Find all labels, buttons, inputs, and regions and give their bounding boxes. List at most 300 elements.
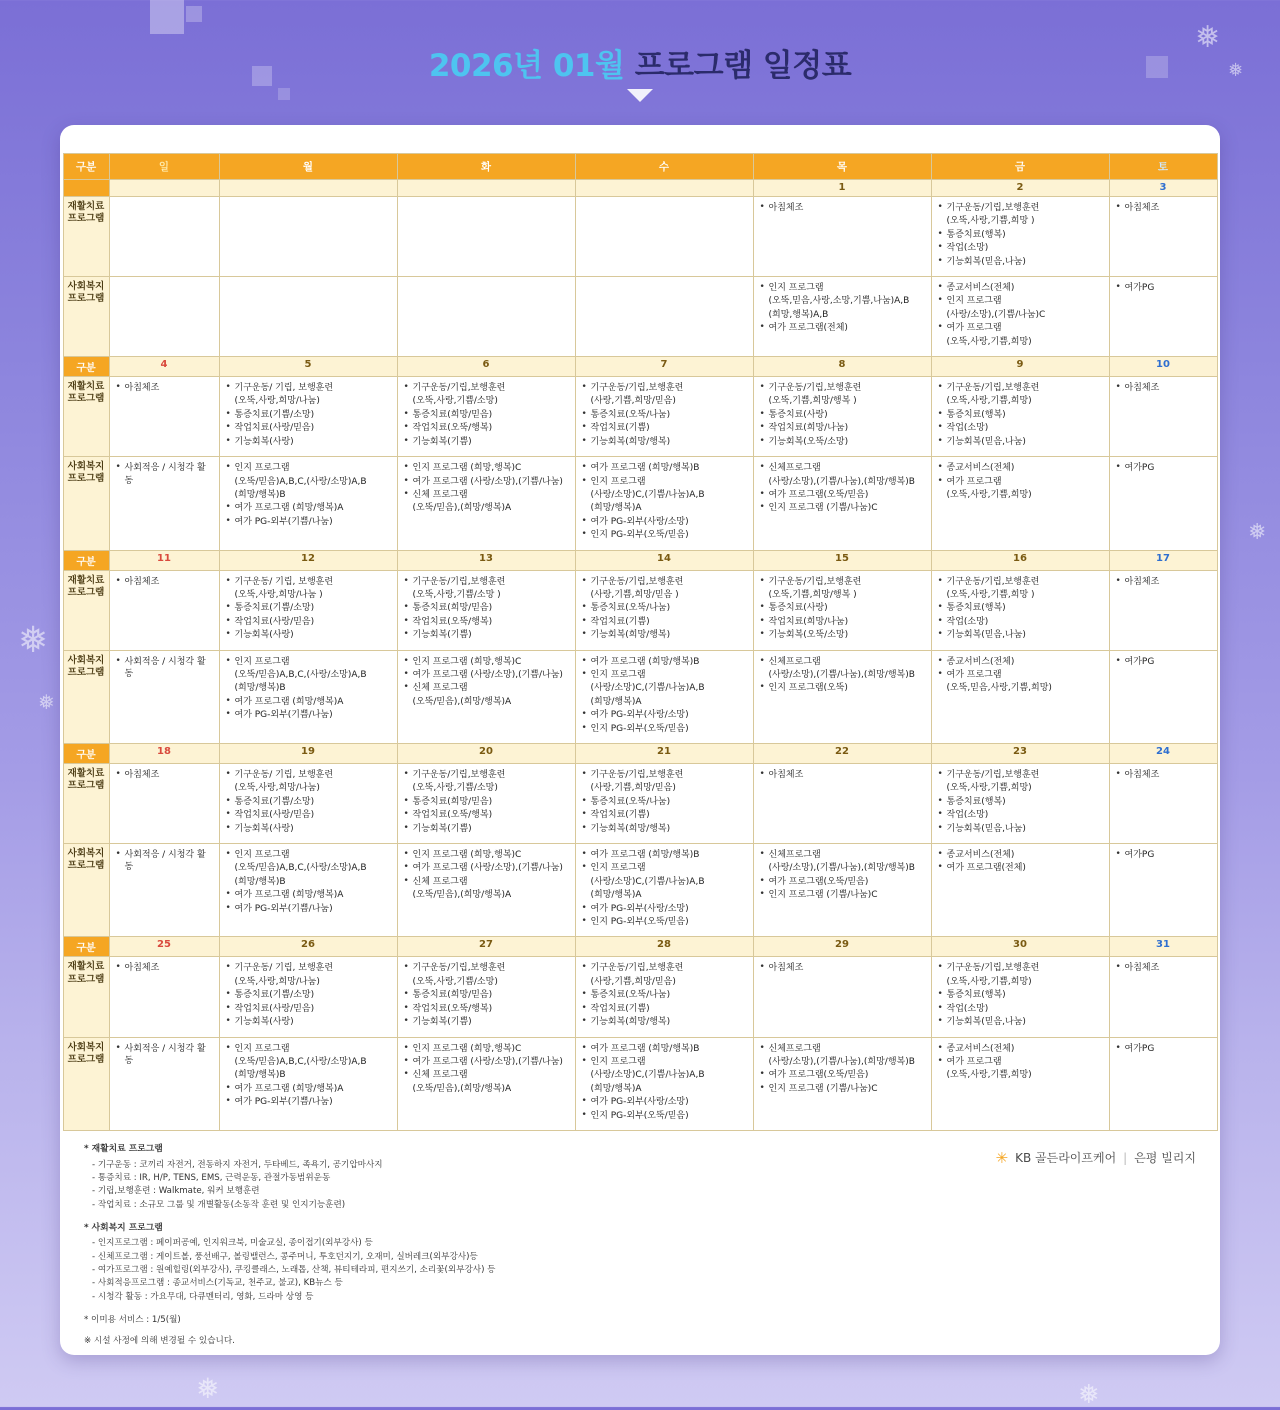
program-item: • 인지 프로그램 (희망,행복)C [404,1043,569,1055]
program-item: • 기능회복(희망/행복) [582,1016,747,1028]
program-subline: (사랑/소망),(기쁨/나눔),(희망/행복)B [768,863,915,874]
header-weekday-수: 수 [575,154,753,180]
program-item: • 여가 프로그램 (희망/행복)B [582,656,747,668]
program-item: • 인지 프로그램 [226,1043,391,1055]
header-weekday-월: 월 [219,154,397,180]
table-header-row [63,154,1217,180]
program-item: • 인지 프로그램 (희망,행복)C [404,849,569,861]
program-item: • 인지 프로그램 (기쁨/나눔)C [760,1083,925,1095]
welfare-notes [84,1222,1196,1304]
program-subline: (희망/행복)A [590,696,642,707]
program-item: • 아침체조 [116,962,213,974]
program-item: • 여가 프로그램 (희망/행복)A [226,696,391,708]
rehab-cell [931,764,1109,844]
program-item: • 작업치료(오뚝/행복) [404,1003,569,1015]
program-item: • 신체프로그램 [760,656,925,668]
day-number: 26 [219,937,397,957]
program-subline: (오뚝,사랑,기쁨,희망) [946,489,1032,500]
program-subline: (오뚝,사랑,기쁨,희망) [946,976,1032,987]
rehab-cell [931,957,1109,1037]
program-item: • 통증치료(희망/믿음) [404,409,569,421]
rehab-cell [219,957,397,1037]
header-weekday-일: 일 [109,154,219,180]
program-item: • 아침체조 [1116,202,1211,214]
rehab-cell [219,197,397,277]
program-item: • 기능회복(기쁨) [404,629,569,641]
day-number: 16 [931,550,1109,570]
program-item: • 통증치료(기쁨/소망) [226,796,391,808]
program-item: • 통증치료(오뚝/나눔) [582,409,747,421]
program-item: • 기구운동/기립,보행훈련 [404,769,569,781]
program-subline: (오뚝,사랑,희망/나눔) [234,976,320,987]
welfare-cell [931,650,1109,743]
welfare-row [63,457,1217,550]
rehab-notes-title: * 재활치료 프로그램 [84,1143,163,1154]
header-weekday-금: 금 [931,154,1109,180]
day-number: 9 [931,357,1109,377]
program-subline: (사랑,기쁨,희망/믿음) [590,396,676,407]
program-subline: (사랑/소망)C,(기쁨/나눔)A,B [590,876,705,887]
program-subline: (희망/행복)B [234,683,286,694]
program-subline: (오뚝/믿음)A,B,C,(사랑/소망)A,B [234,1056,367,1067]
program-item: • 사회적응 / 시청각 활동 [116,656,213,681]
program-item: • 기능회복(오뚝/소망) [760,436,925,448]
program-subline: (오뚝,기쁨,희망/행복 ) [768,589,857,600]
program-item: • 인지 프로그램(오뚝) [760,682,925,694]
rehab-cell [575,570,753,650]
day-number: 23 [931,744,1109,764]
day-number: 19 [219,744,397,764]
program-item: • 인지 프로그램 [938,295,1103,307]
extra-note-1: * 이미용 서비스 : 1/5(월) [84,1315,181,1325]
program-item: • 아침체조 [1116,769,1211,781]
welfare-row [63,277,1217,357]
program-subline: (오뚝/믿음)A,B,C,(사랑/소망)A,B [234,476,367,487]
program-item: • 통증치료(기쁨/소망) [226,409,391,421]
title-year-month: 2026년 01월 [428,48,625,84]
welfare-cell [109,277,219,357]
day-number: 8 [753,357,931,377]
schedule-table [63,153,1218,1131]
program-item: • 통증치료(희망/믿음) [404,602,569,614]
program-subline: (오뚝,사랑,기쁨/소망) [412,783,498,794]
day-number [397,180,575,197]
program-item: • 작업치료(오뚝/행복) [404,616,569,628]
program-item: • 기구운동/ 기립, 보행훈련 [226,576,391,588]
rehab-cell [1109,570,1217,650]
program-item: • 사회적응 / 시청각 활동 [116,849,213,874]
program-item: • 아침체조 [116,382,213,394]
day-number: 30 [931,937,1109,957]
welfare-cell [1109,650,1217,743]
program-item: • 여가 프로그램 (희망/행복)B [582,849,747,861]
welfare-cell [1109,277,1217,357]
welfare-row [63,844,1217,937]
program-item: • 작업(소망) [938,1003,1103,1015]
program-item: • 아침체조 [116,769,213,781]
day-number: 27 [397,937,575,957]
program-item: • 기능회복(희망/행복) [582,629,747,641]
program-item: • 작업(소망) [938,616,1103,628]
rehab-cell [1109,197,1217,277]
program-subline: (사랑/소망)C,(기쁨/나눔)A,B [590,1070,705,1081]
program-item: • 작업치료(기쁨) [582,809,747,821]
welfare-notes-title: * 사회복지 프로그램 [84,1222,163,1233]
day-number: 24 [1109,744,1217,764]
program-item: • 여가 PG-외부(사랑/소망) [582,516,747,528]
program-item: • 여가 프로그램 (희망/행복)B [582,462,747,474]
program-subline: (희망/행복)B [234,1070,286,1081]
program-item: • 인지 프로그램 [582,669,747,681]
rehab-cell [575,957,753,1037]
program-item: • 기구운동/기립,보행훈련 [760,576,925,588]
program-subline: (오뚝/믿음)A,B,C,(사랑/소망)A,B [234,669,367,680]
header-weekday-화: 화 [397,154,575,180]
program-subline: (사랑/소망),(기쁨/나눔),(희망/행복)B [768,476,915,487]
day-number: 13 [397,550,575,570]
program-item: • 여가 프로그램(전체) [760,322,925,334]
program-item: • 작업치료(오뚝/행복) [404,422,569,434]
program-item: • 기능회복(믿음,나눔) [938,256,1103,268]
program-item: • 인지 프로그램 [226,462,391,474]
welfare-cell [109,650,219,743]
program-subline: (오뚝,사랑,희망/나눔 ) [234,589,323,600]
program-item: • 인지 프로그램 [582,862,747,874]
rehab-cell [397,377,575,457]
day-number: 4 [109,357,219,377]
program-item: • 작업치료(기쁨) [582,1003,747,1015]
day-number: 5 [219,357,397,377]
footnotes [84,1143,1196,1349]
date-row [63,550,1217,570]
program-item: • 통증치료(기쁨/소망) [226,602,391,614]
title-tail-icon [627,89,653,102]
rehab-cell [219,570,397,650]
day-number: 14 [575,550,753,570]
welfare-row [63,1037,1217,1130]
note-line: - 시청각 활동 : 가요무대, 다큐멘터리, 영화, 드라마 상영 등 [92,1291,314,1302]
program-item: • 아침체조 [1116,576,1211,588]
program-item: • 여가 프로그램 [938,322,1103,334]
program-item: • 작업(소망) [938,809,1103,821]
program-subline: (사랑/소망),(기쁨/나눔),(희망/행복)B [768,669,915,680]
program-item: • 통증치료(오뚝/나눔) [582,796,747,808]
program-item: • 인지 프로그램 [226,849,391,861]
program-subline: (오뚝,사랑,기쁨/소망 ) [412,589,501,600]
program-item: • 기구운동/기립,보행훈련 [404,382,569,394]
program-item: • 여가 PG-외부(사랑/소망) [582,1096,747,1108]
program-item: • 작업치료(희망/나눔) [760,616,925,628]
program-item: • 아침체조 [760,962,925,974]
program-item: • 작업치료(희망/나눔) [760,422,925,434]
program-item: • 신체프로그램 [760,1043,925,1055]
rehab-cell [109,197,219,277]
program-item: • 여가 프로그램(오뚝/믿음) [760,489,925,501]
day-number: 10 [1109,357,1217,377]
rehab-row [63,764,1217,844]
program-subline: (오뚝,사랑,기쁨,희망 ) [946,589,1035,600]
header-weekday-토: 토 [1109,154,1217,180]
program-subline: (오뚝,믿음,사랑,소망,기쁨,나눔)A,B [768,296,910,307]
note-line: - 기립,보행훈련 : Walkmate, 워커 보행훈련 [92,1186,260,1197]
note-line: - 통증치료 : IR, H/P, TENS, EMS, 근력운동, 관절가동범위운동 [92,1172,331,1183]
program-subline: (사랑,기쁨,희망/믿음 ) [590,589,679,600]
program-item: • 여가 PG-외부(기쁨/나눔) [226,1096,391,1108]
rehab-cell [109,377,219,457]
program-item: • 기구운동/ 기립, 보행훈련 [226,962,391,974]
program-subline: (오뚝/믿음),(희망/행복)A [412,503,512,514]
rehab-cell [109,764,219,844]
program-item: • 여가 프로그램 (사랑/소망),(기쁨/나눔) [404,862,569,874]
program-subline: (오뚝,믿음,사랑,기쁨,희망) [946,683,1052,694]
program-item: • 기구운동/기립,보행훈련 [938,962,1103,974]
program-item: • 여가PG [1116,282,1211,294]
program-item: • 기구운동/기립,보행훈련 [760,382,925,394]
welfare-row-label: 사회복지 프로그램 [63,457,109,550]
welfare-cell [575,650,753,743]
rehab-row-label: 재활치료 프로그램 [63,764,109,844]
program-subline: (오뚝,사랑,기쁨,희망) [946,1070,1032,1081]
program-subline: (희망,행복)A,B [768,309,829,320]
welfare-cell [575,844,753,937]
header-weekday-목: 목 [753,154,931,180]
rehab-row-label: 재활치료 프로그램 [63,197,109,277]
program-item: • 인지 프로그램 [760,282,925,294]
welfare-cell [109,844,219,937]
date-row [63,357,1217,377]
program-item: • 신체프로그램 [760,462,925,474]
program-subline: (오뚝,사랑,희망/나눔) [234,396,320,407]
rehab-cell [753,377,931,457]
program-item: • 신체 프로그램 [404,876,569,888]
program-item: • 작업(소망) [938,242,1103,254]
program-item: • 여가 프로그램 (희망/행복)B [582,1043,747,1055]
date-row-gubun: 구분 [63,937,109,957]
rehab-cell [397,764,575,844]
program-item: • 여가 프로그램 (사랑/소망),(기쁨/나눔) [404,669,569,681]
day-number: 20 [397,744,575,764]
program-item: • 기능회복(기쁨) [404,436,569,448]
program-item: • 기능회복(사랑) [226,1016,391,1028]
day-number [575,180,753,197]
program-item: • 통증치료(행복) [938,409,1103,421]
program-item: • 여가 프로그램 (희망/행복)A [226,1083,391,1095]
page-title [0,40,1280,85]
page-header [0,0,1280,110]
program-item: • 기능회복(희망/행복) [582,823,747,835]
welfare-row [63,650,1217,743]
rehab-row-label: 재활치료 프로그램 [63,570,109,650]
rehab-cell [753,197,931,277]
program-item: • 신체 프로그램 [404,489,569,501]
program-item: • 작업(소망) [938,422,1103,434]
program-subline: (오뚝,사랑,기쁨,희망) [946,783,1032,794]
program-item: • 기구운동/기립,보행훈련 [582,576,747,588]
program-item: • 여가 PG-외부(사랑/소망) [582,903,747,915]
rehab-cell [753,570,931,650]
welfare-cell [219,457,397,550]
title-rest: 프로그램 일정표 [634,48,852,84]
welfare-cell [397,277,575,357]
rehab-row [63,377,1217,457]
program-item: • 여가 프로그램 (희망/행복)A [226,502,391,514]
welfare-cell [575,277,753,357]
program-item: • 여가PG [1116,849,1211,861]
rehab-cell [109,570,219,650]
brand-branch: 은평 빌리지 [1134,1151,1196,1166]
rehab-row-label: 재활치료 프로그램 [63,377,109,457]
rehab-cell [753,957,931,1037]
welfare-cell [931,1037,1109,1130]
program-subline: (오뚝/믿음),(희망/행복)A [412,890,512,901]
program-subline: (사랑/소망),(기쁨/나눔)C [946,309,1046,320]
rehab-cell [931,377,1109,457]
program-item: • 기능회복(희망/행복) [582,436,747,448]
program-item: • 신체프로그램 [760,849,925,861]
welfare-cell [753,1037,931,1130]
program-item: • 여가 PG-외부(기쁨/나눔) [226,709,391,721]
extra-note-2: ※ 시설 사정에 의해 변경될 수 있습니다. [84,1336,235,1347]
note-line: - 인지프로그램 : 페이퍼공예, 인지워크북, 미술교실, 종이접기(외부강사) 등 [92,1238,373,1249]
program-item: • 여가 프로그램 (사랑/소망),(기쁨/나눔) [404,476,569,488]
day-number: 28 [575,937,753,957]
program-item: • 여가 PG-외부(기쁨/나눔) [226,516,391,528]
program-subline: (오뚝/믿음),(희망/행복)A [412,1083,512,1094]
rehab-cell [219,377,397,457]
day-number: 3 [1109,180,1217,197]
day-number: 21 [575,744,753,764]
date-row-gubun: 구분 [63,357,109,377]
program-item: • 신체 프로그램 [404,1069,569,1081]
welfare-cell [1109,844,1217,937]
rehab-row [63,957,1217,1037]
program-item: • 여가PG [1116,1043,1211,1055]
note-line: - 작업치료 : 소규모 그룹 및 개별활동(소동작 훈련 및 인지기능훈련) [92,1199,346,1210]
rehab-cell [1109,377,1217,457]
note-line: - 사회적응프로그램 : 종교서비스(기독교, 천주교, 불교), KB뉴스 등 [92,1278,343,1289]
welfare-row-label: 사회복지 프로그램 [63,1037,109,1130]
day-number: 31 [1109,937,1217,957]
program-item: • 기구운동/ 기립, 보행훈련 [226,769,391,781]
welfare-cell [931,457,1109,550]
program-item: • 신체 프로그램 [404,682,569,694]
program-item: • 작업치료(기쁨) [582,616,747,628]
welfare-row-label: 사회복지 프로그램 [63,277,109,357]
program-item: • 여가 프로그램(전체) [938,862,1103,874]
day-number: 22 [753,744,931,764]
program-item: • 통증치료(기쁨/소망) [226,989,391,1001]
program-item: • 인지 프로그램 (희망,행복)C [404,462,569,474]
date-row-gubun: 구분 [63,744,109,764]
program-item: • 기능회복(사랑) [226,629,391,641]
date-row [63,744,1217,764]
rehab-cell [1109,957,1217,1037]
welfare-cell [931,277,1109,357]
program-item: • 기능회복(믿음,나눔) [938,629,1103,641]
day-number: 15 [753,550,931,570]
program-item: • 종교서비스(전체) [938,656,1103,668]
welfare-cell [575,1037,753,1130]
program-item: • 여가 PG-외부(기쁨/나눔) [226,903,391,915]
program-item: • 기구운동/기립,보행훈련 [404,962,569,974]
day-number: 17 [1109,550,1217,570]
program-item: • 사회적응 / 시청각 활동 [116,462,213,487]
note-line: - 기구운동 : 코끼리 자전거, 전동하지 자전거, 두타베드, 족욕기, 공기압마사지 [92,1159,383,1170]
program-item: • 기구운동/기립,보행훈련 [938,382,1103,394]
rehab-cell [575,764,753,844]
program-item: • 여가 PG-외부(사랑/소망) [582,709,747,721]
program-subline: (오뚝,사랑,기쁨,희망) [946,336,1032,347]
welfare-cell [219,1037,397,1130]
brand-logo [996,1147,1196,1170]
program-item: • 여가 프로그램 [938,669,1103,681]
welfare-cell [219,277,397,357]
welfare-cell [753,844,931,937]
day-number: 12 [219,550,397,570]
welfare-row-label: 사회복지 프로그램 [63,650,109,743]
rehab-cell [397,570,575,650]
program-item: • 통증치료(사랑) [760,409,925,421]
welfare-row-label: 사회복지 프로그램 [63,844,109,937]
day-number [109,180,219,197]
welfare-cell [1109,1037,1217,1130]
welfare-cell [219,844,397,937]
program-item: • 인지 프로그램 [582,476,747,488]
rehab-cell [753,764,931,844]
program-item: • 종교서비스(전체) [938,282,1103,294]
program-item: • 통증치료(희망/믿음) [404,989,569,1001]
program-item: • 여가 프로그램 [938,1056,1103,1068]
program-item: • 인지 PG-외부(오뚝/믿음) [582,529,747,541]
program-item: • 작업치료(오뚝/행복) [404,809,569,821]
program-subline: (오뚝,사랑,기쁨/소망) [412,976,498,987]
program-item: • 통증치료(희망/믿음) [404,796,569,808]
program-item: • 인지 프로그램 (기쁨/나눔)C [760,889,925,901]
program-subline: (사랑/소망),(기쁨/나눔),(희망/행복)B [768,1056,915,1067]
program-subline: (희망/행복)B [234,489,286,500]
program-item: • 인지 프로그램 [582,1056,747,1068]
program-subline: (오뚝,사랑,기쁨,희망 ) [946,216,1035,227]
program-item: • 통증치료(행복) [938,796,1103,808]
welfare-cell [109,1037,219,1130]
program-item: • 기구운동/기립,보행훈련 [938,202,1103,214]
program-item: • 작업치료(기쁨) [582,422,747,434]
program-item: • 여가PG [1116,462,1211,474]
rehab-row-label: 재활치료 프로그램 [63,957,109,1037]
day-number: 29 [753,937,931,957]
program-item: • 아침체조 [760,769,925,781]
program-item: • 기능회복(사랑) [226,823,391,835]
program-item: • 통증치료(행복) [938,229,1103,241]
program-item: • 기구운동/기립,보행훈련 [938,576,1103,588]
program-item: • 여가 프로그램 (희망/행복)A [226,889,391,901]
program-item: • 기구운동/기립,보행훈련 [404,576,569,588]
program-item: • 기구운동/기립,보행훈련 [582,382,747,394]
program-item: • 기능회복(믿음,나눔) [938,436,1103,448]
program-item: • 작업치료(사랑/믿음) [226,616,391,628]
program-item: • 종교서비스(전체) [938,849,1103,861]
program-item: • 기구운동/기립,보행훈련 [938,769,1103,781]
program-item: • 아침체조 [116,576,213,588]
program-item: • 통증치료(오뚝/나눔) [582,602,747,614]
day-number: 25 [109,937,219,957]
rehab-cell [1109,764,1217,844]
welfare-cell [397,1037,575,1130]
program-item: • 여가 프로그램 [938,476,1103,488]
program-item: • 기능회복(오뚝/소망) [760,629,925,641]
welfare-cell [109,457,219,550]
program-item: • 통증치료(오뚝/나눔) [582,989,747,1001]
